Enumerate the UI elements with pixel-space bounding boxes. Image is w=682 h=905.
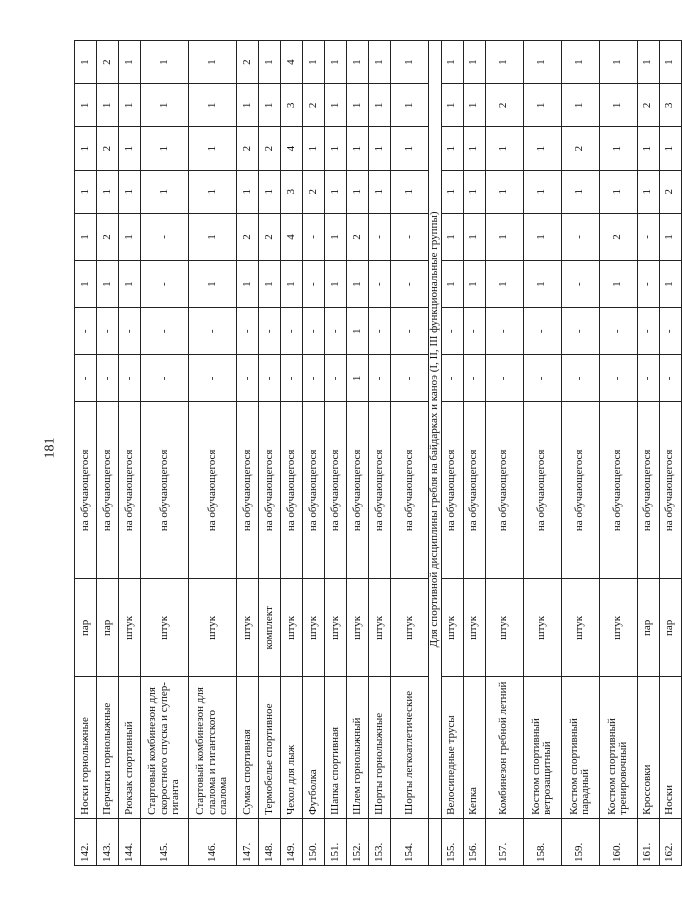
quantity-cell: 2 xyxy=(485,84,523,127)
quantity-cell: 1 xyxy=(441,261,463,308)
quantity-cell: 1 xyxy=(237,84,259,127)
quantity-cell: 1 xyxy=(75,213,97,260)
quantity-cell: - xyxy=(441,355,463,402)
quantity-cell: 1 xyxy=(75,170,97,213)
unit-cell: штук xyxy=(369,579,391,677)
quantity-cell: 1 xyxy=(391,127,429,170)
row-number: 154. xyxy=(391,818,429,865)
unit-cell: пар xyxy=(75,579,97,677)
item-name: Рюкзак спортивный xyxy=(119,677,141,818)
quantity-cell: 2 xyxy=(561,127,599,170)
table-row xyxy=(659,41,681,866)
quantity-cell: - xyxy=(391,213,429,260)
unit-cell: штук xyxy=(189,579,237,677)
table-row xyxy=(75,41,97,866)
quantity-cell: 1 xyxy=(119,84,141,127)
row-number: 157. xyxy=(485,818,523,865)
unit-cell: штук xyxy=(303,579,325,677)
quantity-cell: 1 xyxy=(369,127,391,170)
table-row xyxy=(441,41,463,866)
quantity-cell: - xyxy=(303,213,325,260)
quantity-cell: 1 xyxy=(189,213,237,260)
quantity-cell: 1 xyxy=(281,261,303,308)
recipient-cell: на обучающегося xyxy=(485,402,523,579)
item-name: Стартовый комбинезон для слалома и гигантского слалома xyxy=(189,677,237,818)
unit-cell: комплект xyxy=(259,579,281,677)
quantity-cell: 1 xyxy=(599,170,637,213)
table-row xyxy=(561,41,599,866)
quantity-cell: 1 xyxy=(463,213,485,260)
quantity-cell: - xyxy=(259,308,281,355)
recipient-cell: на обучающегося xyxy=(189,402,237,579)
quantity-cell: 2 xyxy=(237,213,259,260)
item-name: Костюм спортивный парадный xyxy=(561,677,599,818)
item-name: Шорты легкоатлетические xyxy=(391,677,429,818)
item-name: Костюм спортивный тренировочный xyxy=(599,677,637,818)
quantity-cell: 1 xyxy=(347,308,369,355)
quantity-cell: 1 xyxy=(141,170,189,213)
row-number: 145. xyxy=(141,818,189,865)
quantity-cell: - xyxy=(303,355,325,402)
quantity-cell: - xyxy=(441,308,463,355)
quantity-cell: 1 xyxy=(259,41,281,84)
table-row xyxy=(347,41,369,866)
quantity-cell: 1 xyxy=(325,213,347,260)
item-name: Шлем горнолыжный xyxy=(347,677,369,818)
quantity-cell: - xyxy=(325,355,347,402)
unit-cell: штук xyxy=(391,579,429,677)
item-name: Стартовый комбинезон для скоростного спуска и супер-гиганта xyxy=(141,677,189,818)
item-name: Кроссовки xyxy=(637,677,659,818)
quantity-cell: 1 xyxy=(523,41,561,84)
recipient-cell: на обучающегося xyxy=(281,402,303,579)
row-number: 160. xyxy=(599,818,637,865)
quantity-cell: 1 xyxy=(369,170,391,213)
section-header-row xyxy=(429,41,442,866)
row-number: 147. xyxy=(237,818,259,865)
recipient-cell: на обучающегося xyxy=(97,402,119,579)
recipient-cell: на обучающегося xyxy=(325,402,347,579)
quantity-cell: 1 xyxy=(659,127,681,170)
quantity-cell: 2 xyxy=(97,41,119,84)
quantity-cell: 1 xyxy=(347,170,369,213)
table-row xyxy=(637,41,659,866)
quantity-cell: 1 xyxy=(523,261,561,308)
quantity-cell: 1 xyxy=(119,170,141,213)
quantity-cell: - xyxy=(637,308,659,355)
quantity-cell: 3 xyxy=(659,84,681,127)
table-body-before xyxy=(75,41,429,866)
item-name: Кепка xyxy=(463,677,485,818)
row-number: 156. xyxy=(463,818,485,865)
quantity-cell: - xyxy=(303,308,325,355)
quantity-cell: - xyxy=(523,355,561,402)
quantity-cell: - xyxy=(119,308,141,355)
quantity-cell: 2 xyxy=(347,213,369,260)
row-number: 150. xyxy=(303,818,325,865)
quantity-cell: - xyxy=(281,308,303,355)
quantity-cell: 1 xyxy=(561,84,599,127)
quantity-cell: - xyxy=(637,355,659,402)
unit-cell: штук xyxy=(281,579,303,677)
item-name: Сумка спортивная xyxy=(237,677,259,818)
quantity-cell: 1 xyxy=(659,261,681,308)
item-name: Термобелье спортивное xyxy=(259,677,281,818)
unit-cell: пар xyxy=(659,579,681,677)
rotated-table-frame xyxy=(74,40,676,866)
quantity-cell: 1 xyxy=(325,170,347,213)
quantity-cell: 1 xyxy=(391,41,429,84)
quantity-cell: - xyxy=(485,355,523,402)
quantity-cell: - xyxy=(119,355,141,402)
unit-cell: штук xyxy=(463,579,485,677)
quantity-cell: - xyxy=(97,308,119,355)
section-header: Для спортивной дисциплины гребля на байдарках и каноэ (I, II, III функциональные группы) xyxy=(429,41,442,819)
quantity-cell: 1 xyxy=(599,41,637,84)
row-number: 146. xyxy=(189,818,237,865)
quantity-cell: 1 xyxy=(637,170,659,213)
quantity-cell: 2 xyxy=(97,127,119,170)
quantity-cell: - xyxy=(637,213,659,260)
quantity-cell: 1 xyxy=(189,261,237,308)
quantity-cell: 1 xyxy=(637,41,659,84)
quantity-cell: 1 xyxy=(119,41,141,84)
quantity-cell: 1 xyxy=(303,127,325,170)
quantity-cell: 1 xyxy=(523,170,561,213)
item-name: Чехол для лыж xyxy=(281,677,303,818)
recipient-cell: на обучающегося xyxy=(141,402,189,579)
table-row xyxy=(281,41,303,866)
recipient-cell: на обучающегося xyxy=(599,402,637,579)
quantity-cell: 1 xyxy=(485,41,523,84)
quantity-cell: - xyxy=(259,355,281,402)
table-row xyxy=(599,41,637,866)
quantity-cell: 1 xyxy=(75,84,97,127)
quantity-cell: - xyxy=(561,308,599,355)
quantity-cell: 1 xyxy=(303,41,325,84)
quantity-cell: 1 xyxy=(325,41,347,84)
quantity-cell: - xyxy=(281,355,303,402)
row-number: 152. xyxy=(347,818,369,865)
table-row xyxy=(325,41,347,866)
recipient-cell: на обучающегося xyxy=(119,402,141,579)
quantity-cell: 1 xyxy=(463,170,485,213)
quantity-cell: 1 xyxy=(325,127,347,170)
quantity-cell: - xyxy=(369,261,391,308)
quantity-cell: 1 xyxy=(97,170,119,213)
quantity-cell: 1 xyxy=(189,127,237,170)
unit-cell: штук xyxy=(485,579,523,677)
row-number: 151. xyxy=(325,818,347,865)
quantity-cell: 1 xyxy=(97,84,119,127)
table-row xyxy=(485,41,523,866)
quantity-cell: - xyxy=(463,308,485,355)
unit-cell: штук xyxy=(141,579,189,677)
item-name: Футболка xyxy=(303,677,325,818)
quantity-cell: 4 xyxy=(281,213,303,260)
unit-cell: штук xyxy=(119,579,141,677)
table-row xyxy=(391,41,429,866)
quantity-cell: 1 xyxy=(75,41,97,84)
quantity-cell: 1 xyxy=(347,355,369,402)
quantity-cell: - xyxy=(369,308,391,355)
recipient-cell: на обучающегося xyxy=(303,402,325,579)
quantity-cell: 1 xyxy=(259,261,281,308)
quantity-cell: 1 xyxy=(485,213,523,260)
table-row xyxy=(463,41,485,866)
recipient-cell: на обучающегося xyxy=(523,402,561,579)
quantity-cell: 1 xyxy=(441,41,463,84)
table-row xyxy=(523,41,561,866)
recipient-cell: на обучающегося xyxy=(369,402,391,579)
quantity-cell: 1 xyxy=(141,41,189,84)
quantity-cell: 1 xyxy=(347,41,369,84)
table-row xyxy=(259,41,281,866)
recipient-cell: на обучающегося xyxy=(347,402,369,579)
quantity-cell: 1 xyxy=(463,84,485,127)
quantity-cell: 1 xyxy=(141,84,189,127)
quantity-cell: 4 xyxy=(281,127,303,170)
quantity-cell: - xyxy=(97,355,119,402)
quantity-cell: - xyxy=(659,308,681,355)
row-number: 162. xyxy=(659,818,681,865)
quantity-cell: 2 xyxy=(303,84,325,127)
row-number: 144. xyxy=(119,818,141,865)
quantity-cell: - xyxy=(391,261,429,308)
quantity-cell: 1 xyxy=(659,41,681,84)
unit-cell: штук xyxy=(237,579,259,677)
recipient-cell: на обучающегося xyxy=(441,402,463,579)
quantity-cell: - xyxy=(189,355,237,402)
quantity-cell: 1 xyxy=(485,261,523,308)
quantity-cell: 1 xyxy=(463,127,485,170)
quantity-cell: 1 xyxy=(325,261,347,308)
item-name: Носки xyxy=(659,677,681,818)
recipient-cell: на обучающегося xyxy=(391,402,429,579)
unit-cell: штук xyxy=(561,579,599,677)
quantity-cell: 1 xyxy=(523,84,561,127)
quantity-cell: 2 xyxy=(97,213,119,260)
quantity-cell: 1 xyxy=(237,170,259,213)
recipient-cell: на обучающегося xyxy=(75,402,97,579)
quantity-cell: - xyxy=(561,355,599,402)
quantity-cell: - xyxy=(485,308,523,355)
quantity-cell: 1 xyxy=(523,213,561,260)
quantity-cell: 1 xyxy=(485,127,523,170)
quantity-cell: - xyxy=(637,261,659,308)
quantity-cell: 1 xyxy=(561,170,599,213)
recipient-cell: на обучающегося xyxy=(637,402,659,579)
equipment-table xyxy=(74,40,682,866)
quantity-cell: - xyxy=(561,261,599,308)
item-name: Комбинезон гребной летний xyxy=(485,677,523,818)
quantity-cell: 1 xyxy=(75,261,97,308)
quantity-cell: - xyxy=(141,261,189,308)
quantity-cell: 2 xyxy=(637,84,659,127)
quantity-cell: 1 xyxy=(237,261,259,308)
row-number: 143. xyxy=(97,818,119,865)
quantity-cell: 2 xyxy=(259,127,281,170)
quantity-cell: 1 xyxy=(441,170,463,213)
quantity-cell: 2 xyxy=(599,213,637,260)
quantity-cell: 1 xyxy=(441,84,463,127)
quantity-cell: 1 xyxy=(441,213,463,260)
table-rotator xyxy=(74,40,676,866)
quantity-cell: - xyxy=(325,308,347,355)
row-number: 155. xyxy=(441,818,463,865)
quantity-cell: - xyxy=(75,308,97,355)
quantity-cell: 3 xyxy=(281,170,303,213)
table-row xyxy=(119,41,141,866)
recipient-cell: на обучающегося xyxy=(463,402,485,579)
quantity-cell: 1 xyxy=(561,41,599,84)
quantity-cell: 1 xyxy=(599,127,637,170)
quantity-cell: 1 xyxy=(599,84,637,127)
row-number: 158. xyxy=(523,818,561,865)
quantity-cell: - xyxy=(141,213,189,260)
quantity-cell: 1 xyxy=(523,127,561,170)
quantity-cell: 1 xyxy=(347,84,369,127)
quantity-cell: 2 xyxy=(237,127,259,170)
quantity-cell: - xyxy=(391,355,429,402)
quantity-cell: 4 xyxy=(281,41,303,84)
quantity-cell: - xyxy=(75,355,97,402)
section-header-body xyxy=(429,41,442,866)
table-row xyxy=(189,41,237,866)
unit-cell: штук xyxy=(441,579,463,677)
unit-cell: пар xyxy=(97,579,119,677)
quantity-cell: - xyxy=(369,213,391,260)
quantity-cell: 1 xyxy=(659,213,681,260)
row-number: 161. xyxy=(637,818,659,865)
unit-cell: штук xyxy=(325,579,347,677)
recipient-cell: на обучающегося xyxy=(259,402,281,579)
item-name: Носки горнолыжные xyxy=(75,677,97,818)
unit-cell: пар xyxy=(637,579,659,677)
quantity-cell: 1 xyxy=(441,127,463,170)
quantity-cell: - xyxy=(141,355,189,402)
row-number: 142. xyxy=(75,818,97,865)
quantity-cell: 2 xyxy=(259,213,281,260)
recipient-cell: на обучающегося xyxy=(561,402,599,579)
recipient-cell: на обучающегося xyxy=(659,402,681,579)
quantity-cell: 1 xyxy=(391,170,429,213)
item-name: Костюм спортивный ветрозащитный xyxy=(523,677,561,818)
table-row xyxy=(237,41,259,866)
quantity-cell: - xyxy=(303,261,325,308)
quantity-cell: - xyxy=(561,213,599,260)
quantity-cell: 1 xyxy=(189,170,237,213)
quantity-cell: 1 xyxy=(259,84,281,127)
quantity-cell: 2 xyxy=(237,41,259,84)
quantity-cell: - xyxy=(463,355,485,402)
quantity-cell: - xyxy=(237,308,259,355)
item-name: Перчатки горнолыжные xyxy=(97,677,119,818)
quantity-cell: - xyxy=(237,355,259,402)
quantity-cell: 1 xyxy=(259,170,281,213)
quantity-cell: - xyxy=(659,355,681,402)
table-row xyxy=(369,41,391,866)
unit-cell: штук xyxy=(599,579,637,677)
table-body-after xyxy=(441,41,681,866)
table-row xyxy=(141,41,189,866)
quantity-cell: 1 xyxy=(599,261,637,308)
quantity-cell: - xyxy=(599,355,637,402)
row-number: 148. xyxy=(259,818,281,865)
row-number: 159. xyxy=(561,818,599,865)
quantity-cell: 1 xyxy=(97,261,119,308)
quantity-cell: - xyxy=(189,308,237,355)
page-number: 181 xyxy=(42,437,58,459)
quantity-cell: 1 xyxy=(369,84,391,127)
quantity-cell: - xyxy=(599,308,637,355)
quantity-cell: 1 xyxy=(369,41,391,84)
quantity-cell: 1 xyxy=(347,127,369,170)
section-header-margin xyxy=(429,818,442,865)
row-number: 149. xyxy=(281,818,303,865)
quantity-cell: - xyxy=(369,355,391,402)
item-name: Шорты горнолыжные xyxy=(369,677,391,818)
table-row xyxy=(97,41,119,866)
quantity-cell: 1 xyxy=(347,261,369,308)
quantity-cell: 1 xyxy=(119,127,141,170)
quantity-cell: - xyxy=(141,308,189,355)
row-number: 153. xyxy=(369,818,391,865)
quantity-cell: 3 xyxy=(281,84,303,127)
quantity-cell: 1 xyxy=(119,261,141,308)
quantity-cell: 1 xyxy=(485,170,523,213)
quantity-cell: 1 xyxy=(119,213,141,260)
quantity-cell: - xyxy=(391,308,429,355)
quantity-cell: 1 xyxy=(325,84,347,127)
quantity-cell: 1 xyxy=(463,41,485,84)
quantity-cell: 1 xyxy=(141,127,189,170)
unit-cell: штук xyxy=(347,579,369,677)
quantity-cell: 1 xyxy=(391,84,429,127)
quantity-cell: - xyxy=(523,308,561,355)
quantity-cell: 2 xyxy=(659,170,681,213)
quantity-cell: 1 xyxy=(189,84,237,127)
quantity-cell: 1 xyxy=(189,41,237,84)
item-name: Велосипедные трусы xyxy=(441,677,463,818)
quantity-cell: 1 xyxy=(75,127,97,170)
unit-cell: штук xyxy=(523,579,561,677)
recipient-cell: на обучающегося xyxy=(237,402,259,579)
quantity-cell: 1 xyxy=(637,127,659,170)
table-row xyxy=(303,41,325,866)
quantity-cell: 1 xyxy=(463,261,485,308)
quantity-cell: 2 xyxy=(303,170,325,213)
item-name: Шапка спортивная xyxy=(325,677,347,818)
